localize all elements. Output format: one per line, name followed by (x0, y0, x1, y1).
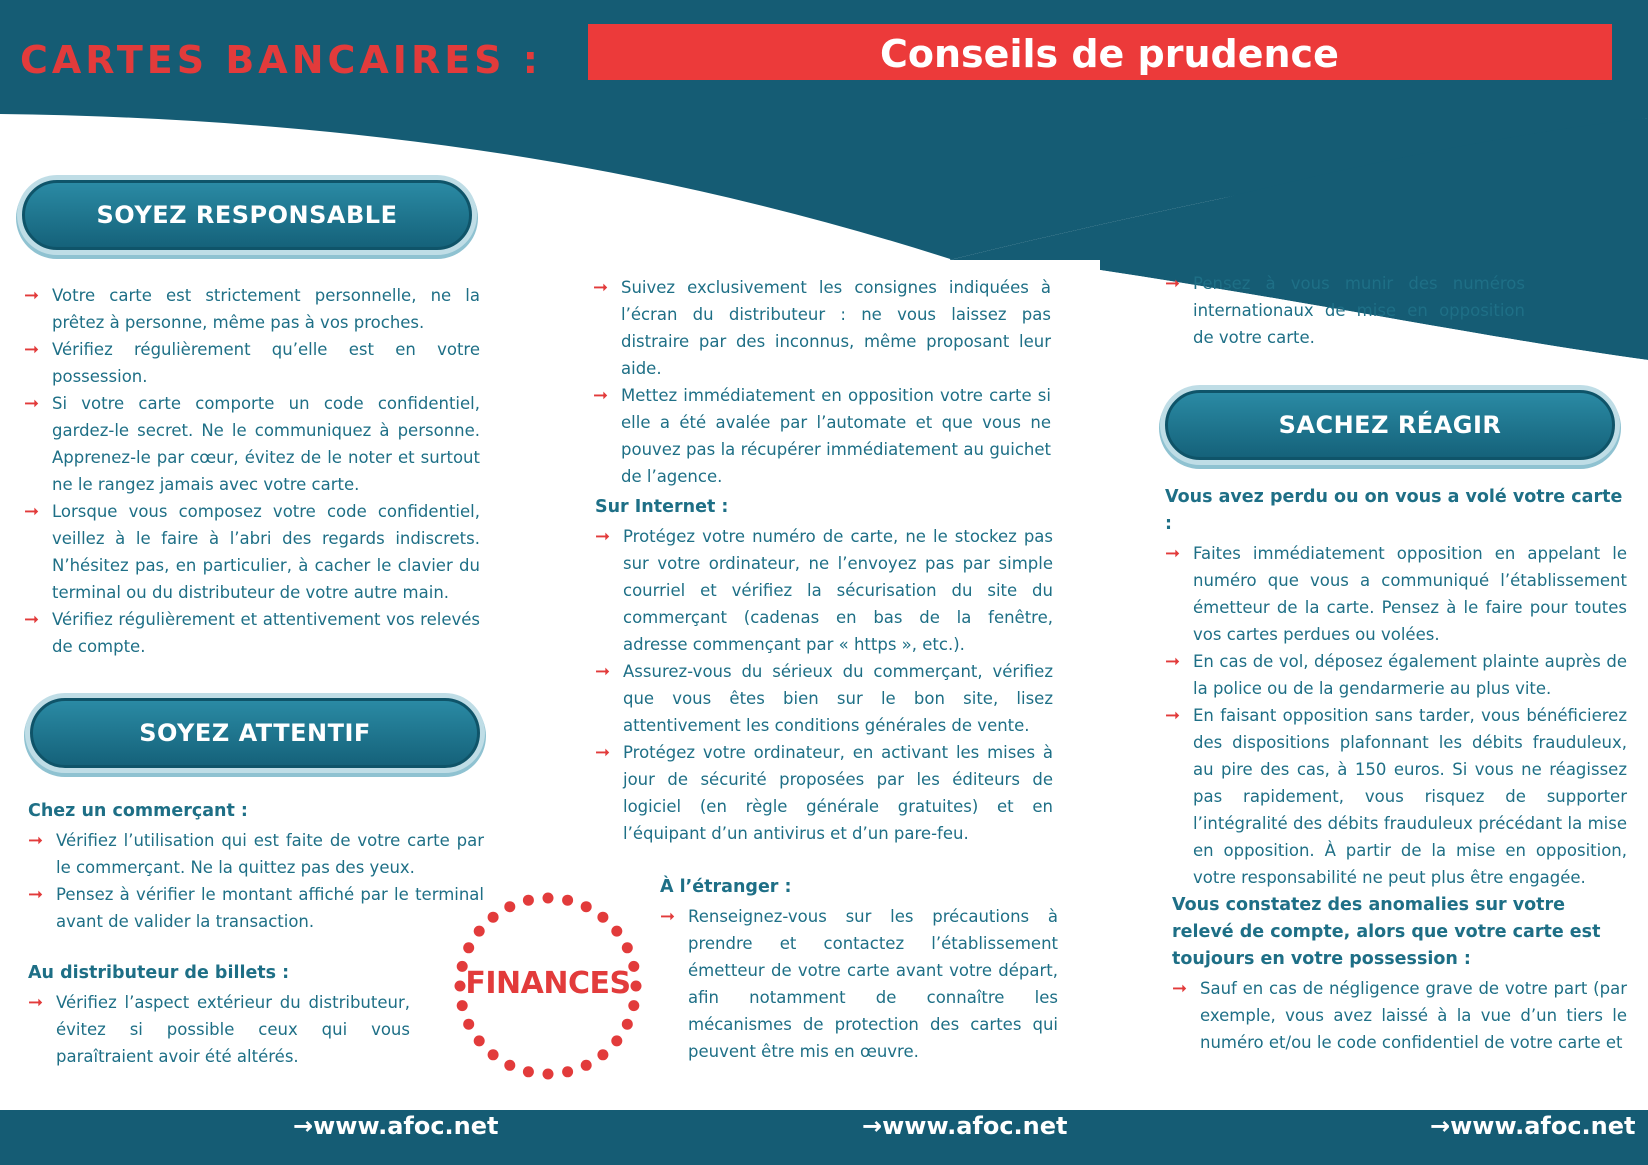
list-item-text: Vérifiez régulièrement et attentivement vos relevés de compte. (52, 610, 480, 656)
section-distributeur (28, 960, 410, 1070)
badge-dot (581, 901, 592, 912)
finances-badge (450, 888, 646, 1084)
badge-dot (611, 926, 622, 937)
arrow-bullet-icon: ➞ (28, 992, 44, 1013)
footer-link-3[interactable]: →www.afoc.net (1430, 1112, 1636, 1140)
arrow-bullet-icon: ➞ (1165, 543, 1181, 564)
section-international (1165, 270, 1525, 351)
footer-band (0, 1110, 1648, 1165)
list-item (24, 282, 480, 336)
section-internet (595, 494, 1053, 847)
list-item-text: Vérifiez régulièrement qu’elle est en votre possession. (52, 340, 480, 386)
arrow-bullet-icon: ➞ (595, 661, 611, 682)
list-item-text: Faites immédiatement opposition en appelant le numéro que vous a communiqué l’établissement émetteur de la carte. Pensez à le faire pour toutes vos cartes perdues ou volées. (1193, 544, 1627, 644)
list-item-text: Sauf en cas de négligence grave de votre part (par exemple, vous avez laissé à la vue d’un tiers le numéro et/ou le code confidentiel de votre carte et (1200, 979, 1627, 1052)
list-item-text: Renseignez-vous sur les précautions à prendre et contactez l’établissement émetteur de votre carte avant votre départ, afin notamment de connaître les mécanismes de protection des cartes qui peuvent être mis en œuvre. (688, 907, 1058, 1061)
etranger-list (660, 903, 1058, 1065)
badge-dot (488, 912, 499, 923)
commercant-list (28, 827, 484, 935)
arrow-bullet-icon: ➞ (24, 609, 40, 630)
list-item-text: Suivez exclusivement les consignes indiquées à l’écran du distributeur : ne vous laissez pas distraire par des inconnus, même proposant leur aide. (621, 278, 1051, 378)
arrow-bullet-icon: ➞ (595, 742, 611, 763)
list-item-text: Vérifiez l’aspect extérieur du distributeur, évitez si possible ceux qui vous paraîtraient avoir été altérés. (56, 993, 410, 1066)
perte-vol-list (1165, 540, 1627, 891)
badge-dot (474, 926, 485, 937)
list-item (595, 523, 1053, 658)
arrow-bullet-icon: ➞ (28, 830, 44, 851)
footer-link-1[interactable]: →www.afoc.net (293, 1112, 499, 1140)
badge-dot (562, 1066, 573, 1077)
anomalies-list (1172, 975, 1627, 1056)
list-item-text: Votre carte est strictement personnelle, ne la prêtez à personne, même pas à vos proches. (52, 286, 480, 332)
arrow-bullet-icon: ➞ (24, 285, 40, 306)
list-item (24, 498, 480, 606)
badge-dot (562, 895, 573, 906)
section-distributeur-suite (593, 274, 1051, 490)
section-anomalies (1172, 892, 1627, 1056)
footer-link-2[interactable]: →www.afoc.net (862, 1112, 1068, 1140)
internet-list (595, 523, 1053, 847)
badge-dot (523, 895, 534, 906)
list-item (595, 658, 1053, 739)
list-item (595, 739, 1053, 847)
section-pill-responsable (22, 180, 472, 250)
arrow-bullet-icon: ➞ (1165, 273, 1181, 294)
list-item (660, 903, 1058, 1065)
list-item (593, 274, 1051, 382)
list-item (28, 827, 484, 881)
badge-dot (504, 1060, 515, 1071)
subheading-internet: Sur Internet : (595, 497, 729, 517)
list-item-text: Mettez immédiatement en opposition votre carte si elle a été avalée par l’automate et que vous ne pouvez pas la récupérer immédiatement au guichet de l’agence. (621, 386, 1051, 486)
list-item (593, 382, 1051, 490)
arrow-bullet-icon: ➞ (24, 339, 40, 360)
list-item (24, 606, 480, 660)
finances-label: FINANCES (465, 966, 631, 1001)
section-pill-attentif (30, 698, 480, 768)
list-item (1165, 702, 1627, 891)
subheading-distributeur: Au distributeur de billets : (28, 963, 290, 983)
arrow-bullet-icon: ➞ (1165, 705, 1181, 726)
list-item-text: Protégez votre ordinateur, en activant les mises à jour de sécurité proposées par les éditeurs de logiciel (en règle générale gratuites) et en l’équipant d’un antivirus et d’un pare-feu. (623, 743, 1053, 843)
arrow-bullet-icon: ➞ (593, 385, 609, 406)
list-item-text: Si votre carte comporte un code confidentiel, gardez-le secret. Ne le communiquez à personne. Apprenez-le par cœur, évitez de le noter et surtout ne le rangez jamais avec votre carte. (52, 394, 480, 494)
list-item-text: Pensez à vous munir des numéros internationaux de mise en opposition de votre carte. (1193, 274, 1525, 347)
list-item (24, 336, 480, 390)
list-item-text: Assurez-vous du sérieux du commerçant, vérifiez que vous êtes bien sur le bon site, lisez attentivement les conditions générales de vente. (623, 662, 1053, 735)
arrow-bullet-icon: ➞ (595, 526, 611, 547)
arrow-bullet-icon: ➞ (28, 884, 44, 905)
list-item-text: Vérifiez l’utilisation qui est faite de votre carte par le commerçant. Ne la quittez pas des yeux. (56, 831, 484, 877)
section-perte-vol (1165, 484, 1627, 891)
list-item (1165, 540, 1627, 648)
arrow-bullet-icon: ➞ (24, 501, 40, 522)
badge-dot (543, 1069, 554, 1080)
arrow-bullet-icon: ➞ (593, 277, 609, 298)
arrow-bullet-icon: ➞ (1172, 978, 1188, 999)
list-item (24, 390, 480, 498)
badge-dot (581, 1060, 592, 1071)
list-item (28, 881, 484, 935)
section-heading-attentif: SOYEZ ATTENTIF (139, 719, 371, 747)
list-item (1172, 975, 1627, 1056)
list-item-text: Pensez à vérifier le montant affiché par le terminal avant de valider la transaction. (56, 885, 484, 931)
section-heading-reagir: SACHEZ RÉAGIR (1278, 411, 1502, 439)
list-item-text: En cas de vol, déposez également plainte auprès de la police ou de la gendarmerie au plus vite. (1193, 652, 1627, 698)
badge-dot (543, 893, 554, 904)
badge-dot (628, 1000, 639, 1011)
badge-dot (523, 1066, 534, 1077)
subheading-commercant: Chez un commerçant : (28, 801, 248, 821)
international-list (1165, 270, 1525, 351)
arrow-bullet-icon: ➞ (24, 393, 40, 414)
badge-dot (474, 1035, 485, 1046)
badge-dot (457, 1000, 468, 1011)
subheading-perte-vol: Vous avez perdu ou on vous a volé votre carte : (1165, 487, 1623, 534)
responsable-list (24, 282, 480, 660)
arrow-bullet-icon: ➞ (1165, 651, 1181, 672)
section-pill-reagir (1165, 390, 1615, 460)
list-item-text: Protégez votre numéro de carte, ne le stockez pas sur votre ordinateur, ne l’envoyez pas par simple courriel et vérifiez la sécurisation du site du commerçant (cadenas en bas de la fenêtre, adresse commençant par « https », etc.). (623, 527, 1053, 654)
badge-dot (622, 1019, 633, 1030)
page-title: CARTES BANCAIRES : (20, 38, 542, 82)
arrow-bullet-icon: ➞ (660, 906, 676, 927)
list-item (28, 989, 410, 1070)
badge-dot (504, 901, 515, 912)
section-responsable (24, 282, 480, 660)
badge-dot (463, 942, 474, 953)
badge-dot (597, 912, 608, 923)
list-item (1165, 270, 1525, 351)
badge-dot (488, 1049, 499, 1060)
list-item-text: En faisant opposition sans tarder, vous bénéficierez des dispositions plafonnant les débits frauduleux, au pire des cas, à 150 euros. Si vous ne réagissez pas rapidement, vous risquez de supporter l’intégralité des débits frauduleux précédant la mise en opposition. À partir de la mise en opposition, votre responsabilité ne peut plus être engagée. (1193, 706, 1627, 887)
list-item (1165, 648, 1627, 702)
badge-dot (611, 1035, 622, 1046)
subheading-anomalies: Vous constatez des anomalies sur votre relevé de compte, alors que votre carte est toujours en votre possession : (1172, 895, 1601, 969)
badge-dot (622, 942, 633, 953)
section-heading-responsable: SOYEZ RESPONSABLE (96, 201, 398, 229)
page-subtitle: Conseils de prudence (880, 32, 1339, 76)
section-commercant (28, 798, 484, 935)
badge-dot (597, 1049, 608, 1060)
distributeur-suite-list (593, 274, 1051, 490)
section-etranger (660, 874, 1058, 1065)
distributeur-list (28, 989, 410, 1070)
list-item-text: Lorsque vous composez votre code confidentiel, veillez à le faire à l’abri des regards indiscrets. N’hésitez pas, en particulier, à cacher le clavier du terminal ou du distributeur de votre autre main. (52, 502, 480, 602)
subheading-etranger: À l’étranger : (660, 877, 792, 897)
badge-dot (463, 1019, 474, 1030)
